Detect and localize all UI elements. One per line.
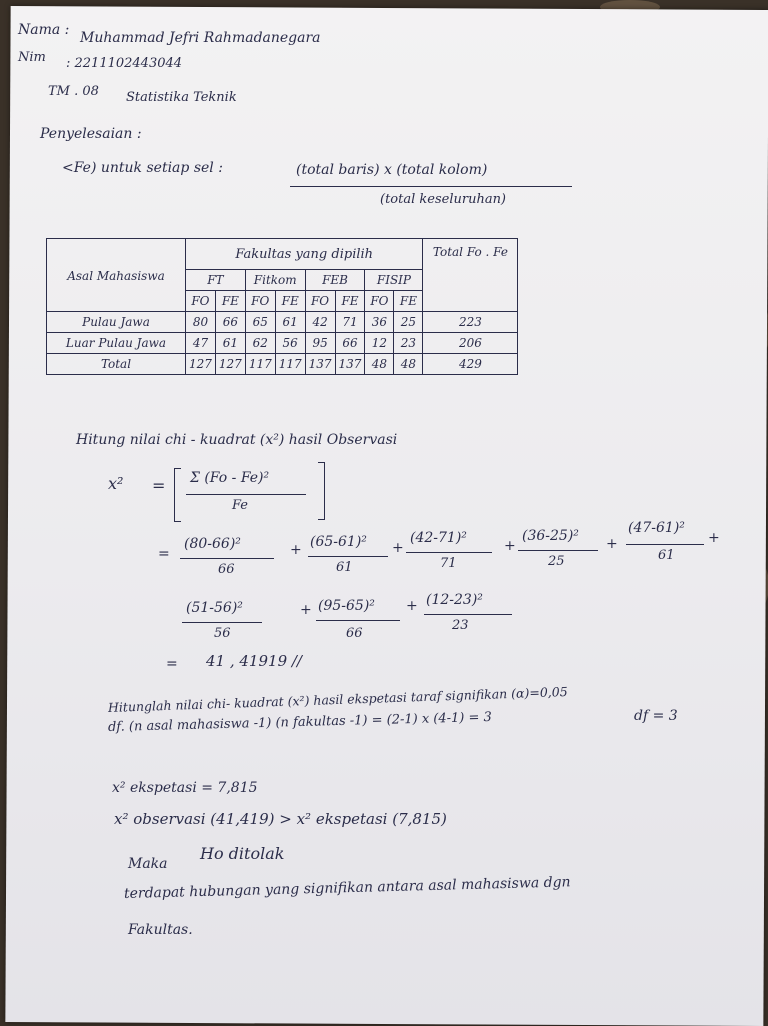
term-bar [518,550,598,551]
sub-header: FE [335,291,365,312]
term-bar [424,614,512,615]
faculty-ft: FT [186,270,246,291]
plus-sign: + [606,536,618,552]
table-cell: 117 [275,354,305,375]
table-cell: 127 [215,354,245,375]
table-cell: 137 [335,354,365,375]
table-cell: 80 [186,312,216,333]
chi-observed-result: 41 , 41919 // [206,652,302,670]
equals-sign: = [158,546,170,562]
term-denominator: 61 [336,560,353,575]
term-bar [406,552,492,553]
table-cell: 127 [186,354,216,375]
table-cell: 137 [305,354,335,375]
conclusion-line-1: terdapat hubungan yang signifikan antara asal mahasiswa dgn [123,874,571,902]
plus-sign: + [708,530,720,546]
equals-sign: = [166,656,178,672]
nama-label: Nama : [18,22,70,38]
term-bar [316,620,400,621]
plus-sign: + [406,598,418,614]
term-denominator: 23 [452,618,469,633]
term-numerator: (65-61)² [310,534,367,550]
chi-equals: = [152,476,166,495]
table-cell: 61 [275,312,305,333]
fe-numerator: (total baris) x (total kolom) [296,162,488,178]
table-cell: 61 [215,333,245,354]
nim-value: : 2211102443044 [66,56,183,71]
maka-label: Maka [128,856,168,872]
table-cell: 95 [305,333,335,354]
term-bar [182,622,262,623]
table-cell: 117 [245,354,275,375]
formula-bar [186,494,306,495]
term-denominator: 25 [548,554,565,569]
term-numerator: (95-65)² [318,598,375,614]
ho-decision: Ho ditolak [200,844,285,863]
table-cell: 12 [365,333,394,354]
x2-comparison: x² observasi (41,419) > x² ekspetasi (7,815) [114,810,447,828]
table-cell: 23 [394,333,423,354]
table-cell: 66 [335,333,365,354]
plus-sign: + [504,538,516,554]
plus-sign: + [290,542,302,558]
table-cell: 42 [305,312,335,333]
term-bar [180,558,274,559]
formula-denominator: Fe [232,498,249,513]
term-denominator: 71 [440,556,457,571]
x2-expected: x² ekspetasi = 7,815 [112,780,258,796]
sub-header: FO [365,291,394,312]
table-cell: 62 [245,333,275,354]
plus-sign: + [300,602,312,618]
chi-lhs: x² [108,474,124,493]
sub-header: FO [245,291,275,312]
table-cell: 65 [245,312,275,333]
table-cell: 36 [365,312,394,333]
faculty-fisip: FISIP [365,270,423,291]
row-label: Total [47,354,186,375]
chi-heading: Hitung nilai chi - kuadrat (x²) hasil Observasi [76,432,398,448]
fe-denominator: (total keseluruhan) [380,192,507,207]
expected-line-1: Hitunglah nilai chi- kuadrat (x²) hasil ekspetasi taraf signifikan (α)=0,05 [107,683,568,715]
plus-sign: + [392,540,404,556]
formula-bracket-left [174,468,181,522]
formula-bracket-right [318,462,325,520]
table-cell: 56 [275,333,305,354]
term-numerator: (12-23)² [426,592,483,608]
sub-header: FO [305,291,335,312]
df-value: df = 3 [634,708,678,724]
table-cell: 47 [186,333,216,354]
row-label: Luar Pulau Jawa [47,333,186,354]
tm-number: TM . 08 [48,84,99,99]
faculty-feb: FEB [305,270,365,291]
sub-header: FE [215,291,245,312]
row-label: Pulau Jawa [47,312,186,333]
term-numerator: (36-25)² [522,528,579,544]
term-numerator: (42-71)² [410,530,467,546]
total-header: Total Fo . Fe [423,239,518,312]
nim-label: Nim [18,50,46,65]
term-bar [308,556,388,557]
row-total: 206 [423,333,518,354]
term-numerator: (47-61)² [628,520,685,536]
table-cell: 71 [335,312,365,333]
term-numerator: (80-66)² [184,536,241,552]
sub-header: FE [394,291,423,312]
df-line: df. (n asal mahasiswa -1) (n fakultas -1) = (2-1) x (4-1) = 3 [107,709,493,735]
sub-header: FO [186,291,216,312]
asal-header: Asal Mahasiswa [47,239,186,312]
table-cell: 66 [215,312,245,333]
term-denominator: 66 [218,562,235,577]
course-title: Statistika Teknik [126,90,237,105]
formula-numerator: Σ (Fo - Fe)² [190,470,270,486]
contingency-table [46,238,518,375]
fakultas-header: Fakultas yang dipilih [186,239,423,270]
faculty-fitkom: Fitkom [245,270,305,291]
table-cell: 48 [394,354,423,375]
table-cell: 48 [365,354,394,375]
sub-header: FE [275,291,305,312]
term-bar [626,544,704,545]
term-denominator: 61 [658,548,675,563]
conclusion-line-2: Fakultas. [128,922,193,938]
table-cell: 25 [394,312,423,333]
term-numerator: (51-56)² [186,600,243,616]
fe-fraction-bar [290,186,572,187]
term-denominator: 56 [214,626,231,641]
fe-intro: <Fe) untuk setiap sel : [62,160,223,176]
term-denominator: 66 [346,626,363,641]
row-total: 223 [423,312,518,333]
penyelesaian-heading: Penyelesaian : [40,126,142,142]
nama-value: Muhammad Jefri Rahmadanegara [80,30,321,46]
row-total: 429 [423,354,518,375]
